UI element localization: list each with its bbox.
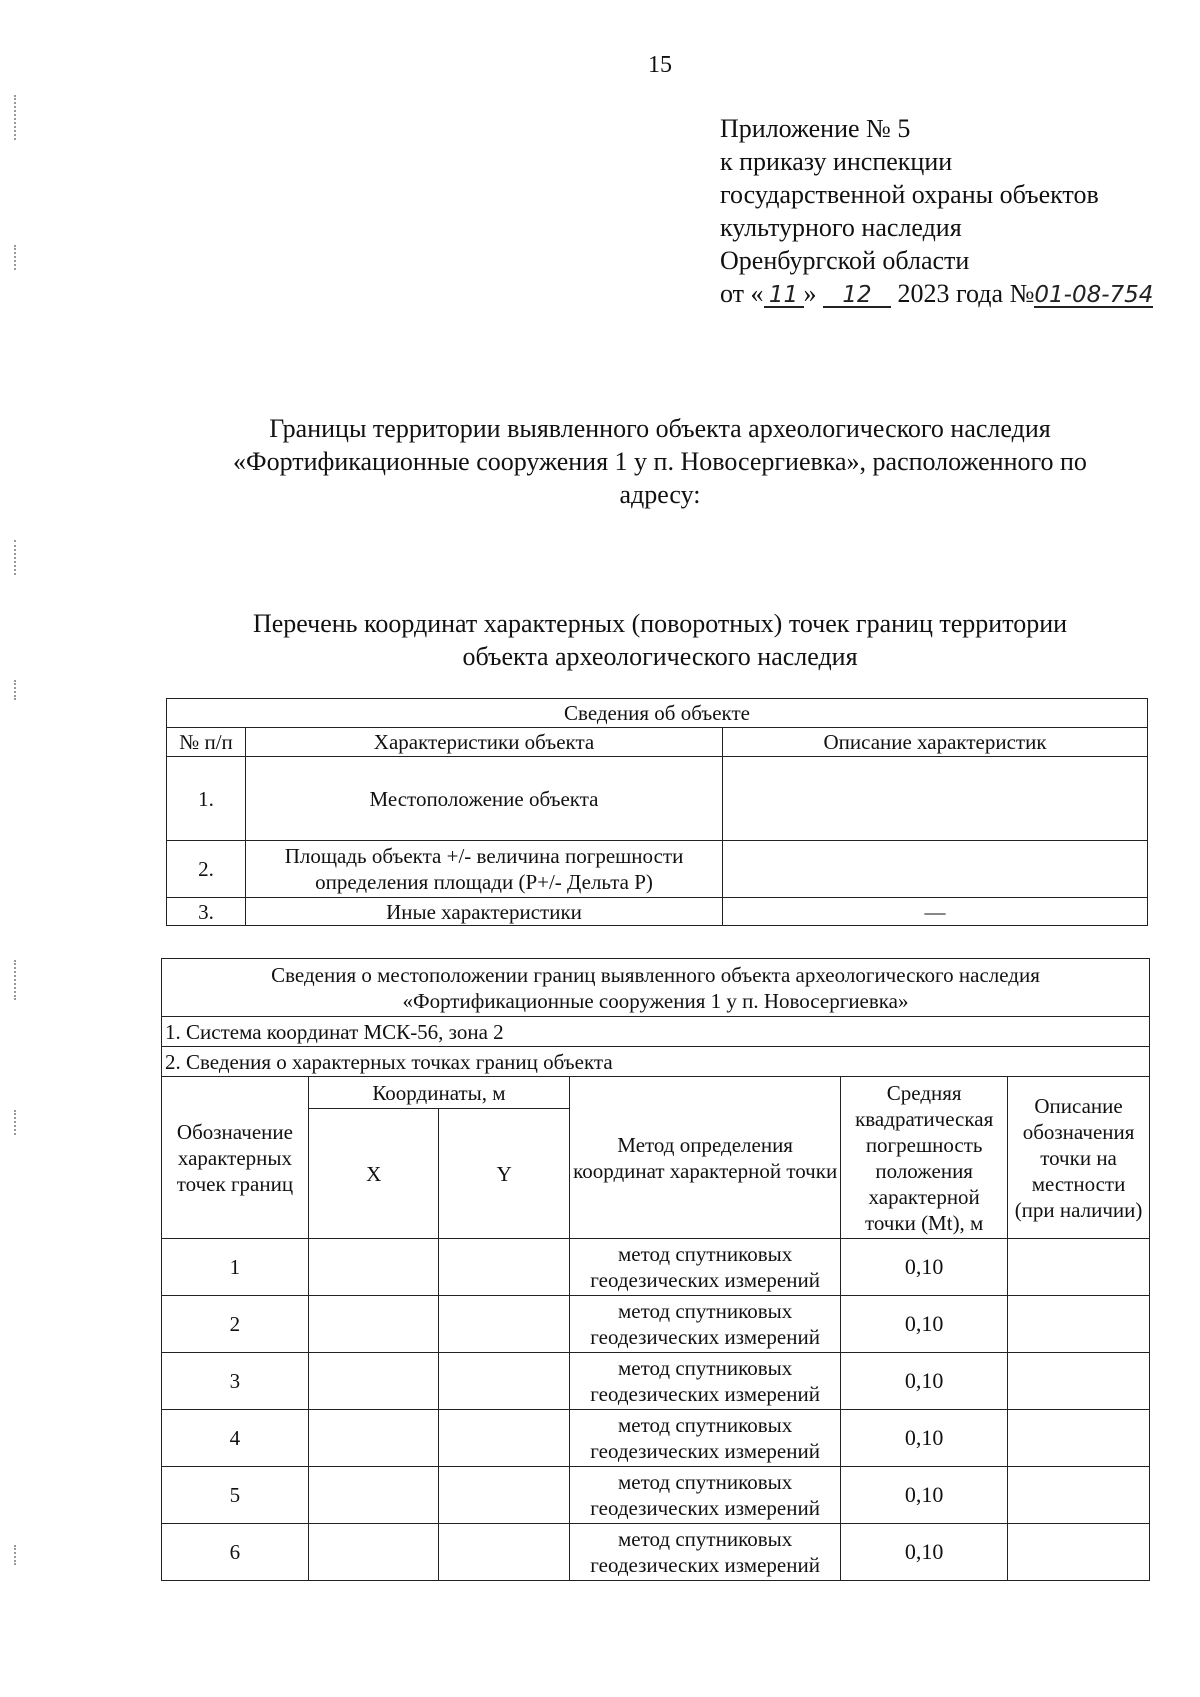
- point-method: [570, 1239, 841, 1296]
- table-row: [167, 898, 1148, 926]
- coordinates-list-title: [120, 607, 1200, 673]
- points-heading-row: 2. Сведения о характерных точках границ объекта: [162, 1047, 1150, 1077]
- scan-margin-mark: [14, 245, 26, 270]
- table-row: [167, 757, 1148, 841]
- scan-margin-mark: [14, 960, 26, 1000]
- row-characteristic-line: определения площади (Р+/- Дельта Р): [315, 870, 653, 894]
- point-x: [308, 1296, 439, 1353]
- location-header-line: Сведения о местоположении границ выявленного объекта археологического наследия: [271, 962, 1040, 987]
- point-method-line: геодезических измерений: [590, 1553, 820, 1577]
- point-method-line: геодезических измерений: [590, 1496, 820, 1520]
- row-description: [723, 757, 1148, 841]
- row-description: [723, 841, 1148, 898]
- appendix-line: Оренбургской области: [720, 246, 970, 275]
- order-date-line: [720, 277, 1153, 310]
- point-error: 0,10: [841, 1410, 1008, 1467]
- point-method: [570, 1353, 841, 1410]
- column-header-number: № п/п: [167, 728, 246, 757]
- point-id: 5: [162, 1467, 309, 1524]
- point-method-line: метод спутниковых: [618, 1299, 793, 1323]
- point-x: [308, 1467, 439, 1524]
- table-row: [162, 1239, 1150, 1296]
- point-method-line: метод спутниковых: [618, 1242, 793, 1266]
- column-header-point-description: Описание обозначения точки на местности (при наличии): [1008, 1077, 1150, 1239]
- point-error: 0,10: [841, 1524, 1008, 1581]
- document-title: [120, 412, 1200, 511]
- point-y: [439, 1296, 570, 1353]
- column-header-designation: Обозначение характерных точек границ: [162, 1077, 309, 1239]
- location-header-line: «Фортификационные сооружения 1 у п. Новосергиевка»: [402, 988, 909, 1013]
- appendix-title: Приложение № 5: [720, 114, 911, 143]
- point-method-line: геодезических измерений: [590, 1382, 820, 1406]
- boundary-location-table: [161, 958, 1150, 1581]
- point-method-line: геодезических измерений: [590, 1268, 820, 1292]
- point-x: [308, 1410, 439, 1467]
- point-method-line: метод спутниковых: [618, 1413, 793, 1437]
- scan-margin-mark: [14, 680, 26, 700]
- point-method-line: геодезических измерений: [590, 1439, 820, 1463]
- point-x: [308, 1239, 439, 1296]
- column-header-characteristics: Характеристики объекта: [246, 728, 723, 757]
- scan-margin-mark: [14, 540, 26, 575]
- point-note: [1008, 1524, 1150, 1581]
- point-error: 0,10: [841, 1467, 1008, 1524]
- page-number: 15: [648, 52, 672, 78]
- point-method-line: метод спутниковых: [618, 1356, 793, 1380]
- column-header-error: Средняя квадратическая погрешность положения характерной точки (Mt), м: [841, 1077, 1008, 1239]
- point-note: [1008, 1410, 1150, 1467]
- row-number: 2.: [167, 841, 246, 898]
- table-row: [162, 1467, 1150, 1524]
- column-header-coordinates: Координаты, м: [308, 1077, 569, 1109]
- point-method-line: метод спутниковых: [618, 1470, 793, 1494]
- row-description: —: [723, 898, 1148, 926]
- point-y: [439, 1467, 570, 1524]
- column-header-y: Y: [439, 1109, 570, 1239]
- row-characteristic: Иные характеристики: [246, 898, 723, 926]
- point-y: [439, 1524, 570, 1581]
- point-method: [570, 1524, 841, 1581]
- point-note: [1008, 1239, 1150, 1296]
- point-id: 4: [162, 1410, 309, 1467]
- handwritten-day: 11: [764, 284, 804, 308]
- date-day-suffix: »: [803, 279, 817, 308]
- appendix-line: к приказу инспекции: [720, 147, 953, 176]
- point-id: 2: [162, 1296, 309, 1353]
- document-title-line: адресу:: [619, 480, 701, 509]
- list-title-line: Перечень координат характерных (поворотных) точек границ территории: [252, 609, 1068, 638]
- point-y: [439, 1353, 570, 1410]
- document-title-line: «Фортификационные сооружения 1 у п. Новосергиевка», расположенного по: [233, 447, 1087, 476]
- point-note: [1008, 1353, 1150, 1410]
- scan-margin-mark: [14, 95, 26, 140]
- row-number: 3.: [167, 898, 246, 926]
- table-row: [162, 1296, 1150, 1353]
- point-method: [570, 1296, 841, 1353]
- table-row: [162, 1410, 1150, 1467]
- row-number: 1.: [167, 757, 246, 841]
- object-table-header: Сведения об объекте: [167, 699, 1148, 728]
- point-error: 0,10: [841, 1353, 1008, 1410]
- point-x: [308, 1524, 439, 1581]
- point-error: 0,10: [841, 1239, 1008, 1296]
- object-info-table: [166, 698, 1148, 926]
- location-table-header: [162, 959, 1150, 1017]
- point-x: [308, 1353, 439, 1410]
- column-header-description: Описание характеристик: [723, 728, 1148, 757]
- handwritten-order-number: 01-08-754: [1034, 282, 1154, 308]
- scan-margin-mark: [14, 1110, 26, 1135]
- point-id: 6: [162, 1524, 309, 1581]
- column-header-x: X: [308, 1109, 439, 1239]
- list-title-line: объекта археологического наследия: [462, 642, 858, 671]
- point-note: [1008, 1467, 1150, 1524]
- row-characteristic: [246, 841, 723, 898]
- document-title-line: Границы территории выявленного объекта археологического наследия: [269, 414, 1051, 443]
- table-row: [162, 1524, 1150, 1581]
- point-error: 0,10: [841, 1296, 1008, 1353]
- coordinate-system-row: 1. Система координат МСК-56, зона 2: [162, 1017, 1150, 1047]
- point-method: [570, 1410, 841, 1467]
- appendix-block: [720, 112, 1153, 310]
- date-prefix: от «: [720, 279, 764, 308]
- point-id: 3: [162, 1353, 309, 1410]
- point-note: [1008, 1296, 1150, 1353]
- point-y: [439, 1239, 570, 1296]
- row-characteristic: Местоположение объекта: [246, 757, 723, 841]
- point-method-line: геодезических измерений: [590, 1325, 820, 1349]
- point-y: [439, 1410, 570, 1467]
- row-characteristic-line: Площадь объекта +/- величина погрешности: [284, 844, 684, 868]
- table-row: [167, 841, 1148, 898]
- table-row: [162, 1353, 1150, 1410]
- handwritten-month: 12: [823, 284, 891, 308]
- point-id: 1: [162, 1239, 309, 1296]
- scan-margin-mark: [14, 1545, 26, 1565]
- point-method: [570, 1467, 841, 1524]
- point-method-line: метод спутниковых: [618, 1527, 793, 1551]
- appendix-line: культурного наследия: [720, 213, 962, 242]
- date-year: 2023 года №: [897, 279, 1035, 308]
- appendix-line: государственной охраны объектов: [720, 180, 1099, 209]
- column-header-method: Метод определения координат характерной точки: [570, 1077, 841, 1239]
